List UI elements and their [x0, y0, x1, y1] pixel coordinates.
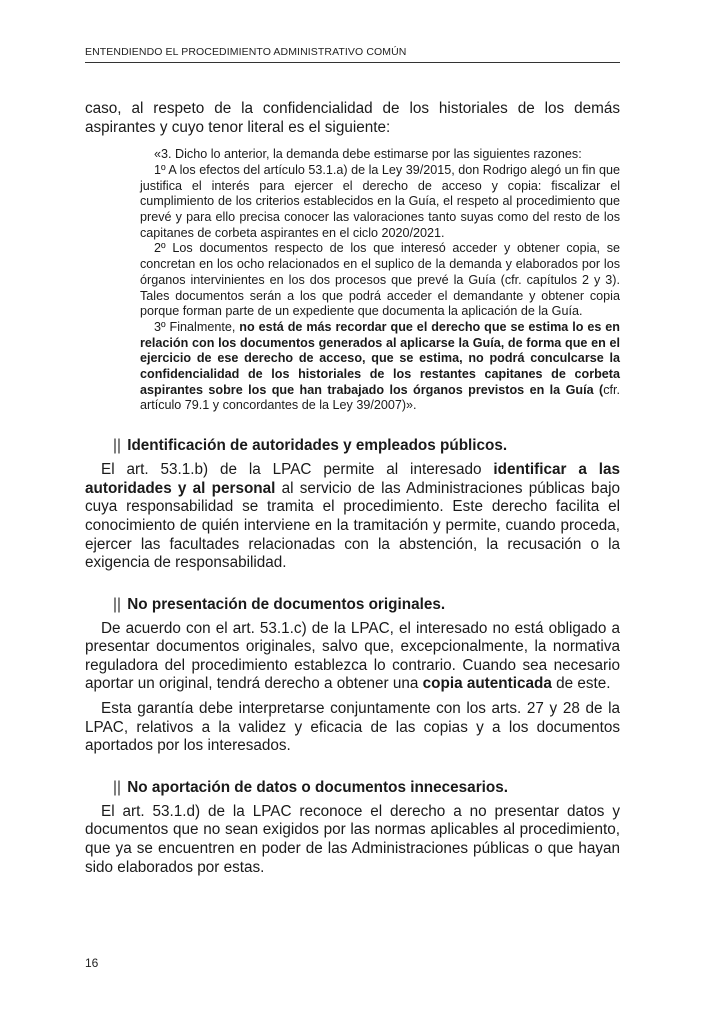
page-content	[85, 100, 620, 883]
section-2-text-end: de este.	[551, 675, 611, 693]
heading-title: Identificación de autoridades y empleados públicos.	[127, 437, 508, 455]
section-1-text-end: al servicio de las Administraciones públicas bajo cuya responsabilidad se tramita el procedimiento. Este derecho facilita el conocimiento de quién interviene en la tramitación y permite, cuando proceda, ejercer las facultades relacionadas con la abstención, la recusación o la exigencia de responsabilidad.	[85, 479, 620, 572]
heading-title: No presentación de documentos originales.	[127, 595, 446, 613]
quote-p4-end: cfr. artículo 79.1 y concordantes de la Ley 39/2007)».	[140, 382, 620, 413]
quote-paragraph-3: 2º Los documentos respecto de los que interesó acceder y obtener copia, se concretan en los ocho relacionados en el suplico de la demanda y elaborados por los órganos intervinientes en los dos procesos que prevé la Guía (cfr. capítulos 2 y 3). Tales documentos serán a los que podrá acceder el demandante y obtener copia porque forman parte de un expediente que documenta la aplicación de la Guía.	[140, 241, 620, 319]
heading-bars: ||	[113, 778, 121, 796]
quote-p4-start: 3º Finalmente,	[154, 319, 240, 334]
section-1-text-start: El art. 53.1.b) de la LPAC permite al interesado	[101, 461, 494, 479]
section-2-paragraph-2: Esta garantía debe interpretarse conjuntamente con los arts. 27 y 28 de la LPAC, relativos a la validez y eficacia de las copias y a los documentos aportados por los interesados.	[85, 700, 620, 755]
heading-title: No aportación de datos o documentos innecesarios.	[127, 778, 508, 796]
heading-bars: ||	[113, 437, 121, 455]
block-quote	[140, 147, 620, 414]
heading-bars: ||	[113, 595, 121, 613]
section-1-paragraph	[85, 461, 620, 573]
quote-paragraph-2: 1º A los efectos del artículo 53.1.a) de la Ley 39/2015, don Rodrigo alegó un fin que justifica el interés para ejercer el derecho de acceso y copia: fiscalizar el cumplimiento de los criterios establecidos en la Guía, el respeto al procedimiento que prevé y para ello precisa conocer las valoraciones tanto suyas como del resto de los capitanes de corbeta aspirantes en el ciclo 2020/2021.	[140, 162, 620, 240]
intro-paragraph: caso, al respeto de la confidencialidad de los historiales de los demás aspirantes y cuyo tenor literal es el siguiente:	[85, 100, 620, 136]
section-2-text-bold: copia autenticada	[422, 675, 552, 693]
page-number: 16	[85, 956, 99, 970]
running-header: ENTENDIENDO EL PROCEDIMIENTO ADMINISTRATIVO COMÚN	[85, 46, 620, 63]
section-2-paragraph-1	[85, 620, 620, 694]
quote-paragraph-1: «3. Dicho lo anterior, la demanda debe estimarse por las siguientes razones:	[154, 147, 582, 162]
quote-p4-bold: no está de más recordar que el derecho que se estima lo es en relación con los documentos generados al aplicarse la Guía, de forma que en el ejercicio de ese derecho de acceso, que se estima, no podrá conculcarse la confidencialidad de los historiales de los restantes capitanes de corbeta aspirantes sobre los que han trabajado los órganos previstos en la Guía (	[140, 319, 620, 397]
section-heading-identificacion	[113, 436, 620, 455]
section-3-paragraph: El art. 53.1.d) de la LPAC reconoce el derecho a no presentar datos y documentos que no sean exigidos por las normas aplicables al procedimiento, que ya se encuentren en poder de las Administraciones públicas o que hayan sido elaborados por estas.	[85, 802, 620, 876]
section-heading-originales	[113, 595, 620, 614]
section-2-text-start: De acuerdo con el art. 53.1.c) de la LPAC, el interesado no está obligado a presentar documentos originales, salvo que, excepcionalmente, la normativa reguladora del procedimiento establezca lo contrario. Cuando sea necesario aportar un original, tendrá derecho a obtener una	[85, 619, 620, 693]
section-heading-innecesarios	[113, 778, 620, 797]
quote-paragraph-4	[140, 320, 620, 414]
section-1-text-bold: identificar a las autoridades y al personal	[85, 461, 620, 497]
